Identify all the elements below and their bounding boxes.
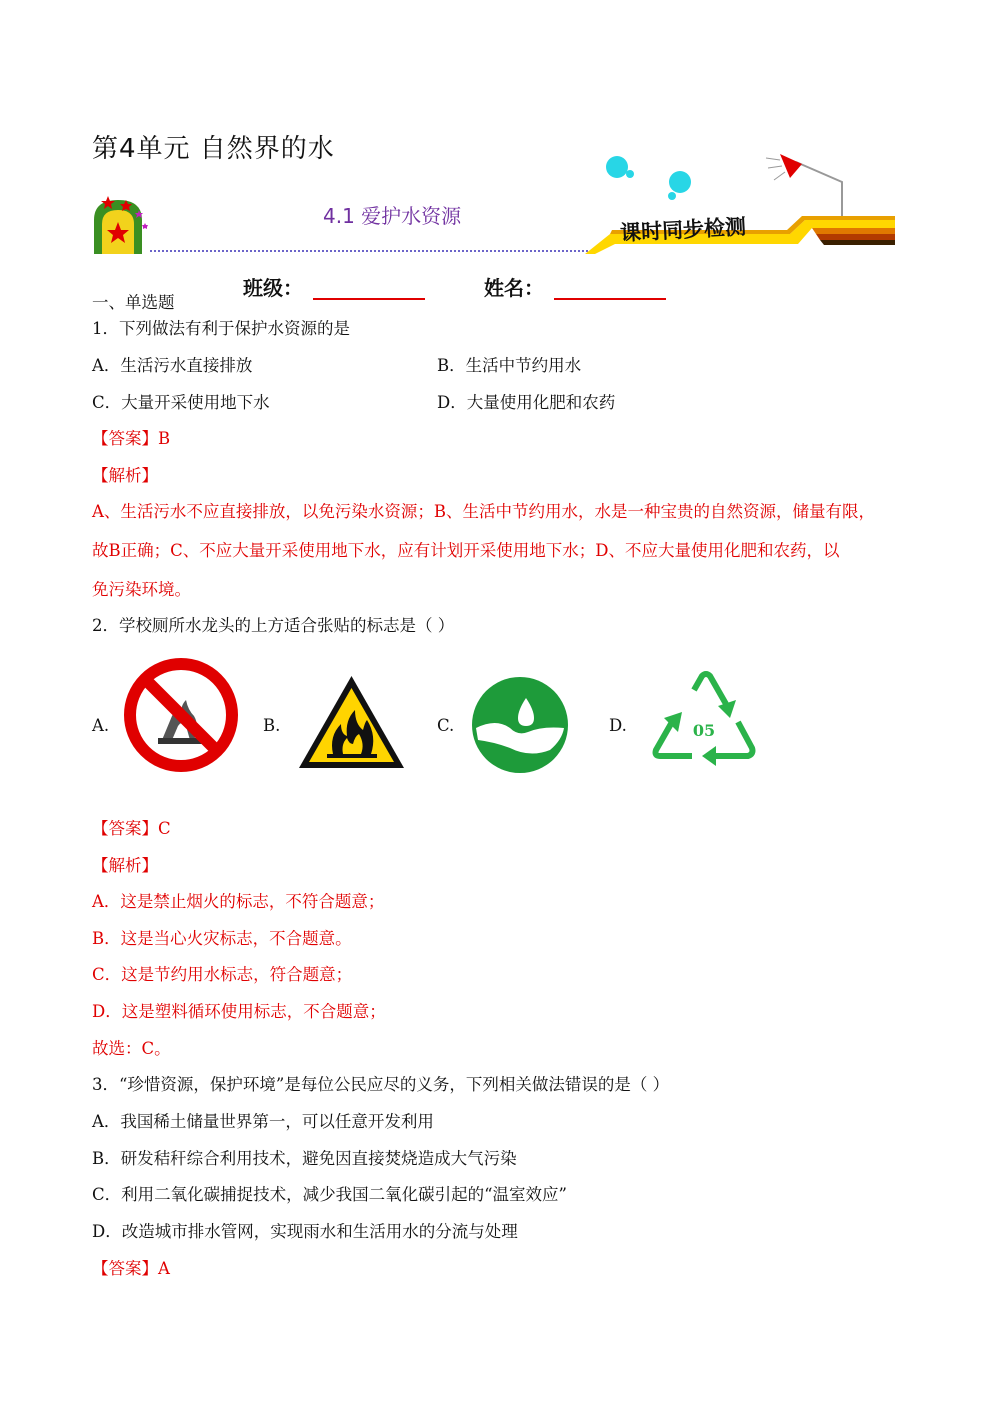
question-1-option-c: C．大量开采使用地下水: [92, 393, 270, 412]
fire-warning-sign-icon: [295, 672, 408, 772]
answer-value: C: [158, 819, 171, 838]
question-1-analysis-line: 免污染环境。: [92, 580, 191, 599]
star-emblem-icon: [94, 196, 148, 254]
sign-label-c: C.: [437, 716, 455, 735]
lesson-banner: [90, 150, 895, 265]
question-1-analysis-label: 【解析】: [92, 466, 158, 485]
answer-label: 【答案】: [92, 819, 158, 838]
no-fire-sign-icon: [122, 656, 240, 774]
question-2-stem: 2．学校厕所水龙头的上方适合张贴的标志是（ ）: [92, 616, 455, 635]
question-3-stem: 3．“珍惜资源，保护环境”是每位公民应尽的义务，下列相关做法错误的是（ ）: [92, 1075, 670, 1094]
answer-label: 【答案】: [92, 429, 158, 448]
lesson-title: 4.1 爱护水资源: [323, 204, 462, 228]
sign-label-b: B.: [263, 716, 281, 735]
question-3-option-b: B．研发秸秆综合利用技术，避免因直接焚烧造成大气污染: [92, 1149, 517, 1168]
question-3-option-c: C．利用二氧化碳捕捉技术，减少我国二氧化碳引起的“温室效应”: [92, 1185, 567, 1204]
tag-label: 课时同步检测: [619, 213, 747, 246]
answer-value: A: [158, 1259, 170, 1278]
question-3-answer: [92, 1258, 170, 1280]
question-2-analysis-line: 故选：C。: [92, 1039, 171, 1058]
unit-title: 第4单元 自然界的水: [92, 134, 335, 164]
lamp-icon: [766, 154, 850, 220]
question-1-option-b: B．生活中节约用水: [437, 356, 582, 375]
question-2-analysis-line: D．这是塑料循环使用标志，不合题意；: [92, 1002, 386, 1021]
question-3-option-d: D．改造城市排水管网，实现雨水和生活用水的分流与处理: [92, 1222, 518, 1241]
question-2-analysis-line: A．这是禁止烟火的标志，不符合题意；: [92, 892, 385, 911]
question-3-option-a: A．我国稀土储量世界第一，可以任意开发利用: [92, 1112, 434, 1131]
answer-label: 【答案】: [92, 1259, 158, 1278]
name-field[interactable]: [554, 276, 666, 300]
question-2-analysis-line: B．这是当心火灾标志，不合题意。: [92, 929, 352, 948]
section-title: 一、单选题: [92, 293, 175, 312]
question-1-stem: 1．下列做法有利于保护水资源的是: [92, 319, 350, 338]
question-1-option-d: D．大量使用化肥和农药: [437, 393, 616, 412]
question-1-analysis-line: A、生活污水不应直接排放，以免污染水资源；B、生活中节约用水，水是一种宝贵的自然资源，储量有限，: [92, 502, 876, 521]
sign-label-d: D.: [609, 716, 627, 735]
name-label: 姓名：: [484, 276, 544, 300]
question-2-answer: [92, 818, 171, 840]
recycle-code: 05: [692, 721, 716, 740]
class-field[interactable]: [313, 276, 425, 300]
recycle-sign-icon: [650, 670, 758, 770]
sign-label-a: A.: [92, 716, 110, 735]
question-2-analysis-line: C．这是节约用水标志，符合题意；: [92, 965, 353, 984]
question-1-analysis-line: 故B正确；C、不应大量开采使用地下水，应有计划开采使用地下水；D、不应大量使用化肥和农药，以: [92, 541, 840, 560]
question-1-option-a: A．生活污水直接排放: [92, 356, 253, 375]
question-2-analysis-label: 【解析】: [92, 856, 158, 875]
question-1-answer: [92, 428, 170, 450]
class-label: 班级：: [243, 276, 303, 300]
water-saving-sign-icon: [470, 676, 570, 774]
answer-value: B: [158, 429, 171, 448]
